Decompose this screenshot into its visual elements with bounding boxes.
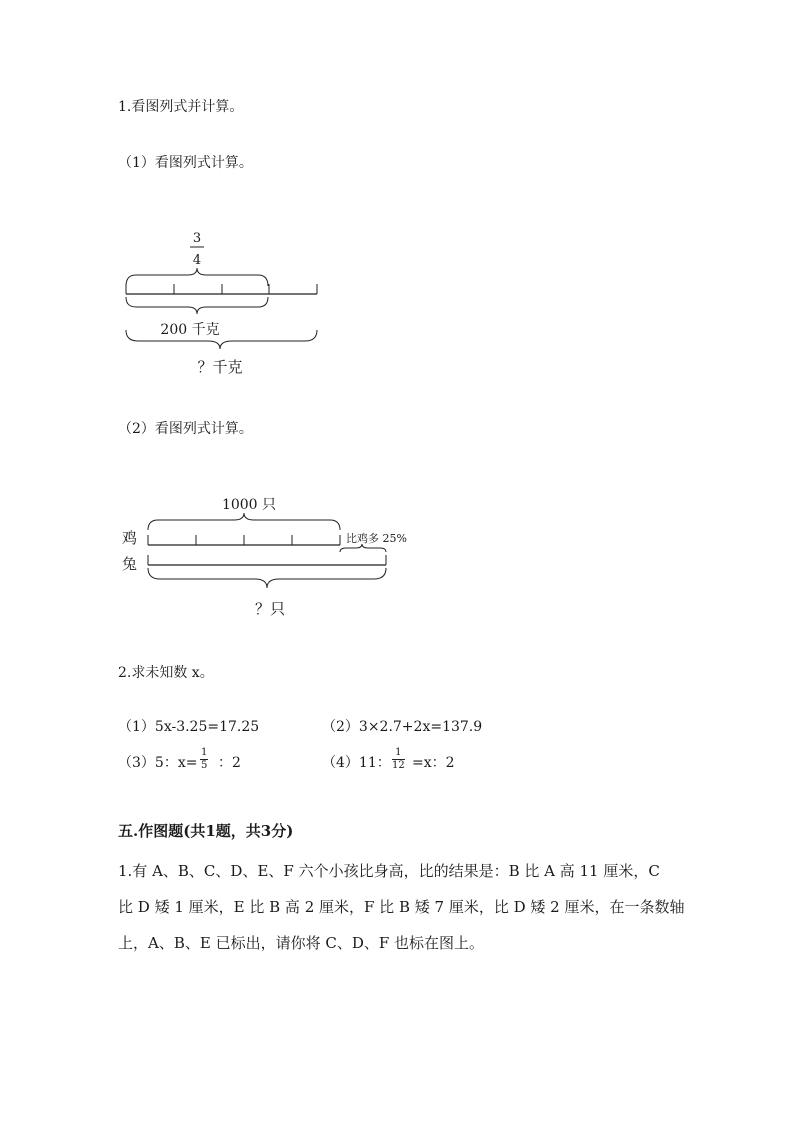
rabbit-label: 兔 <box>122 555 138 573</box>
fraction-denominator: 5 <box>201 760 208 771</box>
extra-percent-label: 比鸡多 25% <box>346 532 407 545</box>
top-brace <box>126 268 268 286</box>
problem-line-1: 1.有 A、B、C、D、E、F 六个小孩比身高，比的结果是：B 比 A 高 11 厘米，C <box>118 862 660 880</box>
fraction-numerator: 1 <box>392 748 405 760</box>
problem-line-3: 上，A、B、E 已标出，请你将 C、D、F 也标在图上。 <box>118 934 485 952</box>
unknown-amount-label: ？千克 <box>197 358 243 376</box>
bottom-brace <box>126 330 317 349</box>
equation-4-prefix: （4）11： <box>322 755 391 771</box>
fraction-numerator: 3 <box>192 231 202 246</box>
equation-3-fraction <box>200 748 208 771</box>
total-chickens-label: 1000 只 <box>221 497 277 513</box>
top-brace <box>148 513 340 530</box>
section-5-heading: 五.作图题(共1题，共3分) <box>118 822 294 840</box>
middle-brace <box>126 297 268 314</box>
known-amount-label: 200 千克 <box>160 322 220 338</box>
chicken-label: 鸡 <box>122 529 138 547</box>
segment-diagram-1 <box>0 0 794 400</box>
equation-4-suffix: =x：2 <box>412 755 455 771</box>
fraction-denominator: 4 <box>192 253 202 268</box>
segment-diagram-2 <box>0 480 794 630</box>
equation-1: （1）5x-3.25=17.25 <box>118 719 260 735</box>
bottom-brace <box>148 568 386 588</box>
part-1-label: （1）看图列式计算。 <box>118 155 253 171</box>
extra-brace <box>340 544 386 552</box>
fraction-numerator: 1 <box>201 747 208 758</box>
question-2-title: 2.求未知数 x。 <box>118 665 214 681</box>
equation-3-suffix: ：2 <box>218 755 241 771</box>
equation-3-prefix: （3）5：x= <box>118 755 198 771</box>
equation-4-fraction <box>392 748 405 771</box>
problem-line-2: 比 D 矮 1 厘米，E 比 B 高 2 厘米，F 比 B 矮 7 厘米，比 D 矮 2 厘米，在一条数轴 <box>118 898 685 916</box>
question-1-title: 1.看图列式并计算。 <box>118 99 244 115</box>
equation-2: （2）3×2.7+2x=137.9 <box>322 719 483 735</box>
unknown-rabbits-label: ？只 <box>254 600 286 618</box>
fraction-denominator: 12 <box>392 760 405 771</box>
part-2-label: （2）看图列式计算。 <box>118 421 253 437</box>
